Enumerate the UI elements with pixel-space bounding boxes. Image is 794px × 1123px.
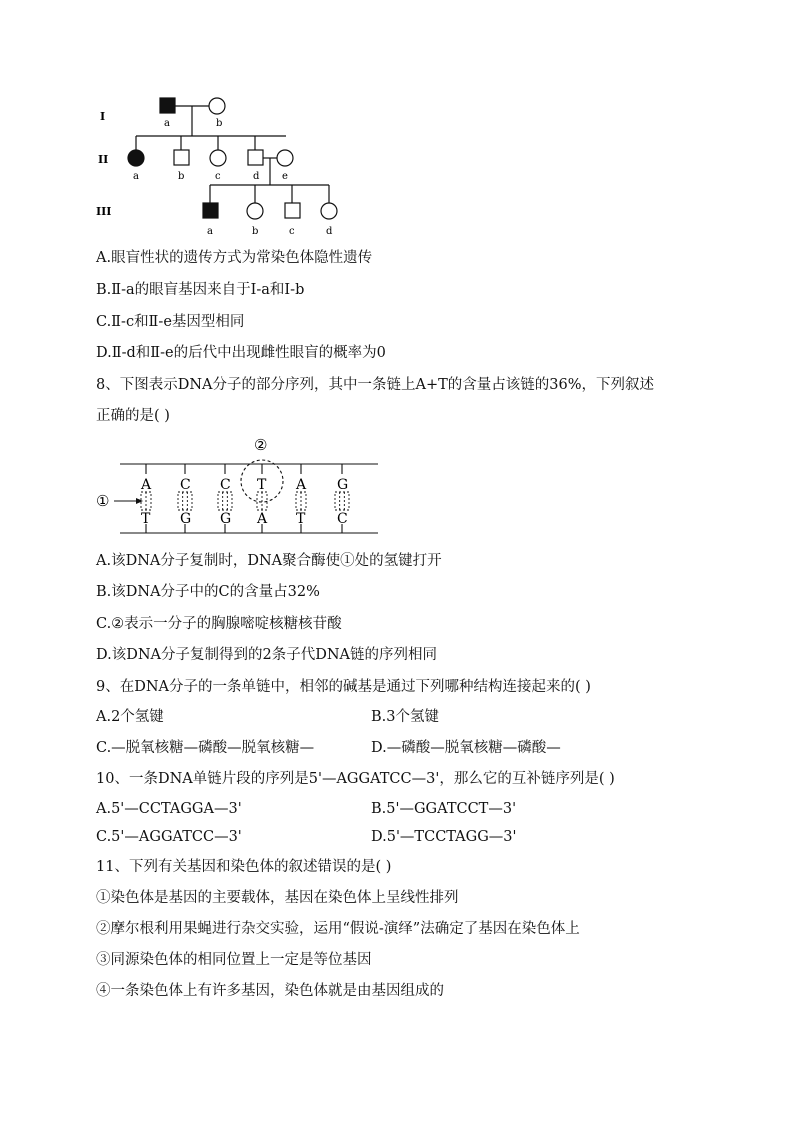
q10-option-a: A.5'—CCTAGGA—3' <box>96 801 242 817</box>
top-base-3: C <box>220 477 231 493</box>
q8-option-d: D.该DNA分子复制得到的2条子代DNA链的序列相同 <box>96 647 438 663</box>
q9-stem: 9、在DNA分子的一条单链中，相邻的碱基是通过下列哪种结构连接起来的( ) <box>96 679 591 695</box>
q11-statement-3: ③同源染色体的相同位置上一定是等位基因 <box>96 952 372 968</box>
label-II-a: a <box>133 171 139 182</box>
label-II-e: e <box>282 171 288 182</box>
q10-option-d: D.5'—TCCTAGG—3' <box>371 829 517 845</box>
q11-statement-2: ②摩尔根利用果蝇进行杂交实验，运用“假说-演绎”法确定了基因在染色体上 <box>96 921 580 937</box>
pedigree-III-c <box>285 203 300 218</box>
label-II-c: c <box>215 171 221 182</box>
pedigree-I-b <box>209 98 225 114</box>
q9-option-d: D.—磷酸—脱氧核糖—磷酸— <box>371 740 561 756</box>
hydrogen-bond-box-6 <box>335 492 349 510</box>
q8-option-c: C.②表示一分子的胸腺嘧啶核糖核苷酸 <box>96 616 342 632</box>
bottom-base-4: A <box>257 511 268 527</box>
label-III-b: b <box>252 226 259 237</box>
q10-option-b: B.5'—GGATCCT—3' <box>371 801 517 817</box>
pedigree-II-c <box>210 150 226 166</box>
pedigree-III-a <box>203 203 218 218</box>
q10-stem: 10、一条DNA单链片段的序列是5'—AGGATCC—3'，那么它的互补链序列是( ) <box>96 771 615 787</box>
hydrogen-bond-label: ① <box>96 492 110 510</box>
q11-stem: 11、下列有关基因和染色体的叙述错误的是( ) <box>96 859 392 875</box>
q9-option-c: C.—脱氧核糖—磷酸—脱氧核糖— <box>96 740 315 756</box>
bottom-base-1: T <box>141 511 151 527</box>
q7-option-a: A.眼盲性状的遗传方式为常染色体隐性遗传 <box>96 250 373 266</box>
top-base-1: A <box>141 477 152 493</box>
label-II-b: b <box>178 171 185 182</box>
q8-option-b: B.该DNA分子中的C的含量占32% <box>96 584 320 600</box>
label-II-d: d <box>253 171 260 182</box>
gen-label-II: II <box>98 153 109 166</box>
q8-option-a: A.该DNA分子复制时，DNA聚合酶使①处的氢键打开 <box>96 553 442 569</box>
pedigree-II-d <box>248 150 263 165</box>
dna-diagram <box>96 432 386 542</box>
top-base-2: C <box>180 477 191 493</box>
gen-label-I: I <box>100 110 106 123</box>
label-I-b: b <box>216 118 223 129</box>
bottom-base-6: C <box>337 511 348 527</box>
top-base-5: A <box>296 477 307 493</box>
pedigree-III-d <box>321 203 337 219</box>
pedigree-III-b <box>247 203 263 219</box>
gen-label-III: III <box>96 205 112 218</box>
label-I-a: a <box>164 118 170 129</box>
top-base-4: T <box>257 477 267 493</box>
label-III-a: a <box>207 226 213 237</box>
bottom-base-3: G <box>220 511 232 527</box>
top-base-6: G <box>337 477 349 493</box>
label-III-c: c <box>289 226 295 237</box>
q7-option-b: B.Ⅱ-a的眼盲基因来自于Ⅰ-a和Ⅰ-b <box>96 282 305 298</box>
bottom-base-2: G <box>180 511 192 527</box>
q8-stem-line1: 8、下图表示DNA分子的部分序列，其中一条链上A+T的含量占该链的36%，下列叙述 <box>96 377 655 393</box>
hydrogen-bond-box-3 <box>218 492 232 510</box>
q10-option-c: C.5'—AGGATCC—3' <box>96 829 242 845</box>
pedigree-II-b <box>174 150 189 165</box>
q9-option-b: B.3个氢键 <box>371 709 439 725</box>
bottom-base-5: T <box>296 511 306 527</box>
q7-option-d: D.Ⅱ-d和Ⅱ-e的后代中出现雌性眼盲的概率为0 <box>96 345 386 361</box>
label-III-d: d <box>326 226 333 237</box>
nucleotide-label: ② <box>254 436 268 454</box>
q8-stem-line2: 正确的是( ) <box>96 408 170 424</box>
q7-option-c: C.Ⅱ-c和Ⅱ-e基因型相同 <box>96 314 245 330</box>
q9-option-a: A.2个氢键 <box>96 709 164 725</box>
arrow-head-icon <box>136 498 143 504</box>
pedigree-chart <box>96 92 356 242</box>
hydrogen-bond-box-2 <box>178 492 192 510</box>
pedigree-I-a <box>160 98 175 113</box>
q11-statement-4: ④一条染色体上有许多基因，染色体就是由基因组成的 <box>96 983 444 999</box>
pedigree-II-a <box>128 150 144 166</box>
pedigree-II-e <box>277 150 293 166</box>
q11-statement-1: ①染色体是基因的主要载体，基因在染色体上呈线性排列 <box>96 890 459 906</box>
